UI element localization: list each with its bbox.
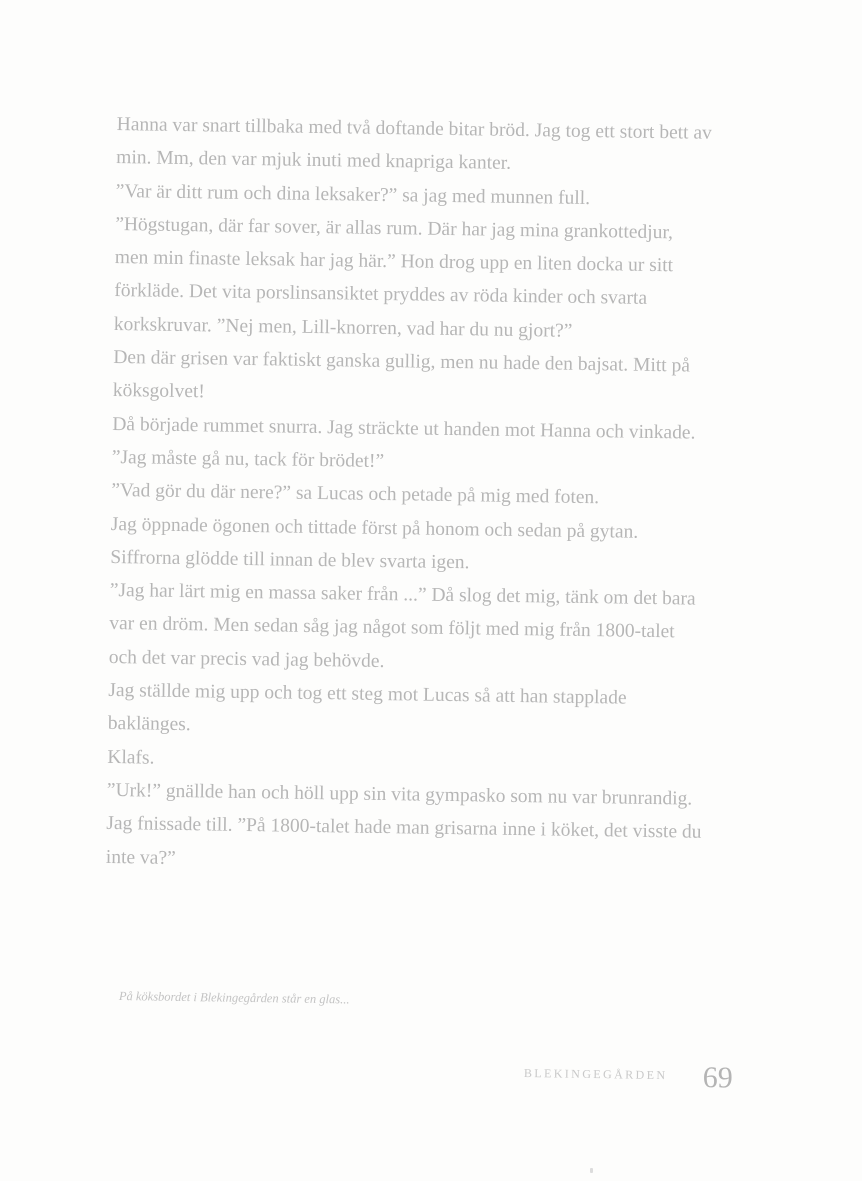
paragraph: Då började rummet snurra. Jag sträckte ut handen mot Hanna och vinkade. ”Jag måste gå nu, tack för brödet!” [111, 413, 696, 472]
paragraph: ”Jag har lärt mig en massa saker från ...” Då slog det mig, tänk om det bara var en dröm. Men sedan såg jag något som följt med mig från 1800-talet och det var precis vad jag behövde. [108, 580, 696, 672]
paragraph: ”Högstugan, där far sover, är allas rum. Där har jag mina grankottedjur, men min finaste leksak har jag här.” Hon drog upp en liten docka ur sitt förkläde. Det vita porslinsansiktet pryddes av röda kinder och svarta korkskruvar. ”Nej men, Lill-knorren, vad har du nu gjort?” [113, 213, 674, 342]
paragraph: Den där grisen var faktiskt ganska gullig, men nu hade den bajsat. Mitt på köksgolvet! [112, 347, 691, 403]
paragraph: Hanna var snart tillbaka med två doftande bitar bröd. Jag tog ett stort bett av min. Mm, den var mjuk inuti med knapriga kanter. [116, 113, 712, 175]
paragraph: Jag öppnade ögonen och tittade först på honom och sedan på gytan. Siffrorna glödde till innan de blev svarta igen. [110, 513, 639, 574]
paragraph: Klafs. [107, 746, 155, 769]
paragraph: ”Var är ditt rum och dina leksaker?” sa jag med munnen full. [115, 180, 591, 209]
paper-speck [590, 1168, 593, 1173]
running-head: BLEKINGEGÅRDEN [523, 1066, 668, 1083]
image-caption: På köksbordet i Blekingegården står en glas... [118, 989, 350, 1007]
page-number: 69 [702, 1061, 733, 1095]
paragraph: Jag ställde mig upp och tog ett steg mot Lucas så att han stapplade baklänges. [107, 679, 627, 736]
paragraph: ”Vad gör du där nere?” sa Lucas och petade på mig med foten. [111, 480, 600, 509]
paragraph: Jag fnissade till. ”På 1800-talet hade man grisarna inne i köket, det visste du inte va?” [105, 813, 702, 869]
paragraph: ”Urk!” gnällde han och höll upp sin vita gympasko som nu var brunrandig. [106, 779, 693, 810]
body-text [106, 108, 713, 883]
